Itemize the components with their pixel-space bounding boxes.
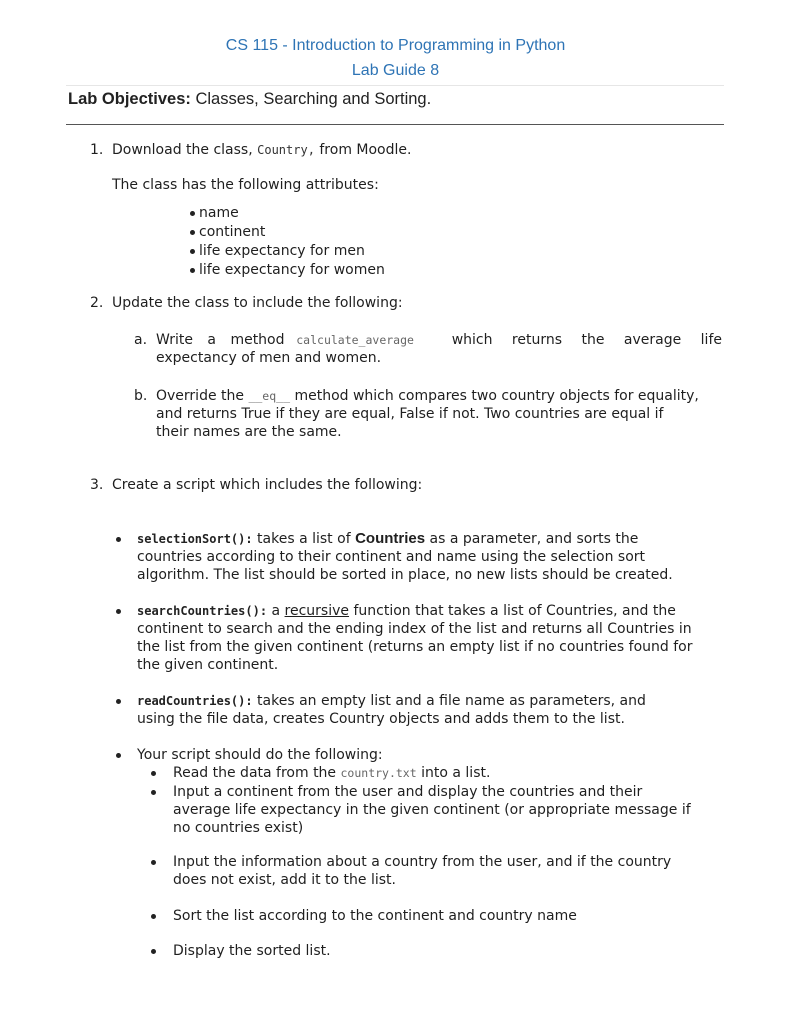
search-countries-text-end: function that takes a list of Countries, and the	[353, 603, 676, 619]
read-countries-line-2: using the file data, creates Country objects and adds them to the list.	[137, 711, 625, 727]
step-2a-line-1	[156, 331, 722, 350]
country-class-code: Country,	[257, 143, 315, 157]
bullet-dot	[151, 790, 156, 795]
step-2b-text-end: method which compares two country objects for equality,	[294, 388, 699, 404]
script-item-2-line-1: Input a continent from the user and display the countries and their	[173, 784, 643, 800]
selection-sort-text-end: as a parameter, and sorts the	[429, 531, 639, 547]
search-countries-code: searchCountries():	[137, 604, 268, 618]
step-1-text	[112, 141, 411, 160]
step-1-text-start: Download the class,	[112, 142, 253, 158]
step-2b-line-1	[156, 387, 699, 406]
step-2a-text-end: which returns the average life	[451, 332, 722, 348]
step-2a-text-start: Write a method	[156, 332, 285, 348]
attribute-item: life expectancy for women	[199, 262, 385, 278]
bullet-dot	[151, 860, 156, 865]
search-countries-line-2: continent to search and the ending index of the list and returns all Countries in	[137, 621, 692, 637]
selection-sort-line-1	[137, 530, 638, 549]
country-txt-code: country.txt	[340, 766, 417, 780]
attributes-intro: The class has the following attributes:	[112, 177, 379, 193]
bullet-dot	[151, 949, 156, 954]
script-item-3-line-2: does not exist, add it to the list.	[173, 872, 396, 888]
bullet-dot	[116, 537, 121, 542]
bullet-dot	[190, 230, 195, 235]
step-2-text: Update the class to include the following:	[112, 295, 403, 311]
read-countries-text: takes an empty list and a file name as parameters, and	[257, 693, 646, 709]
selection-sort-code: selectionSort():	[137, 532, 253, 546]
selection-sort-text: takes a list of	[257, 531, 351, 547]
objectives-divider	[66, 124, 724, 125]
attribute-item: life expectancy for men	[199, 243, 365, 259]
course-title: CS 115 - Introduction to Programming in Python	[225, 37, 566, 54]
bullet-dot	[190, 268, 195, 273]
step-1-number: 1.	[90, 142, 104, 158]
calculate-average-code: calculate_average	[296, 333, 414, 347]
step-3-number: 3.	[90, 477, 104, 493]
eq-method-code: __eq__	[248, 389, 290, 403]
step-2b-label: b.	[134, 388, 148, 404]
step-1-text-end: from Moodle.	[319, 142, 412, 158]
step-2a-line-2: expectancy of men and women.	[156, 350, 382, 366]
attribute-item: continent	[199, 224, 266, 240]
bullet-dot	[151, 914, 156, 919]
step-2-number: 2.	[90, 295, 104, 311]
read-countries-code: readCountries():	[137, 694, 253, 708]
bullet-dot	[190, 211, 195, 216]
selection-sort-line-2: countries according to their continent and name using the selection sort	[137, 549, 646, 565]
header-divider	[66, 85, 724, 86]
search-countries-line-3: the list from the given continent (returns an empty list if no countries found for	[137, 639, 693, 655]
search-countries-text-a: a	[271, 603, 281, 619]
search-countries-line-4: the given continent.	[137, 657, 279, 673]
search-countries-line-1	[137, 602, 676, 621]
attribute-item: name	[199, 205, 239, 221]
guide-title: Lab Guide 8	[351, 62, 440, 79]
step-2b-text-start: Override the	[156, 388, 244, 404]
selection-sort-line-3: algorithm. The list should be sorted in place, no new lists should be created.	[137, 567, 673, 583]
step-2b-line-2: and returns True if they are equal, False if not. Two countries are equal if	[156, 406, 664, 422]
objectives-text: Classes, Searching and Sorting.	[195, 90, 432, 108]
step-2b-line-3: their names are the same.	[156, 424, 342, 440]
script-item-2-line-3: no countries exist)	[173, 820, 304, 836]
bullet-dot	[116, 609, 121, 614]
script-item-1-start: Read the data from the	[173, 765, 337, 781]
step-3-text: Create a script which includes the following:	[112, 477, 423, 493]
countries-bold-text: Countries	[355, 530, 426, 547]
lab-objectives	[68, 90, 431, 109]
objectives-label: Lab Objectives:	[68, 90, 191, 108]
bullet-dot	[116, 753, 121, 758]
recursive-underlined-text: recursive	[284, 603, 350, 619]
script-intro: Your script should do the following:	[137, 747, 383, 763]
bullet-dot	[190, 249, 195, 254]
read-countries-line-1	[137, 692, 646, 711]
script-item-3-line-1: Input the information about a country from the user, and if the country	[173, 854, 672, 870]
step-2a-label: a.	[134, 332, 148, 348]
script-item-4: Sort the list according to the continent and country name	[173, 908, 577, 924]
bullet-dot	[116, 699, 121, 704]
script-item-1	[173, 764, 490, 783]
script-item-5: Display the sorted list.	[173, 943, 331, 959]
script-item-2-line-2: average life expectancy in the given continent (or appropriate message if	[173, 802, 691, 818]
bullet-dot	[151, 771, 156, 776]
script-item-1-end: into a list.	[421, 765, 491, 781]
